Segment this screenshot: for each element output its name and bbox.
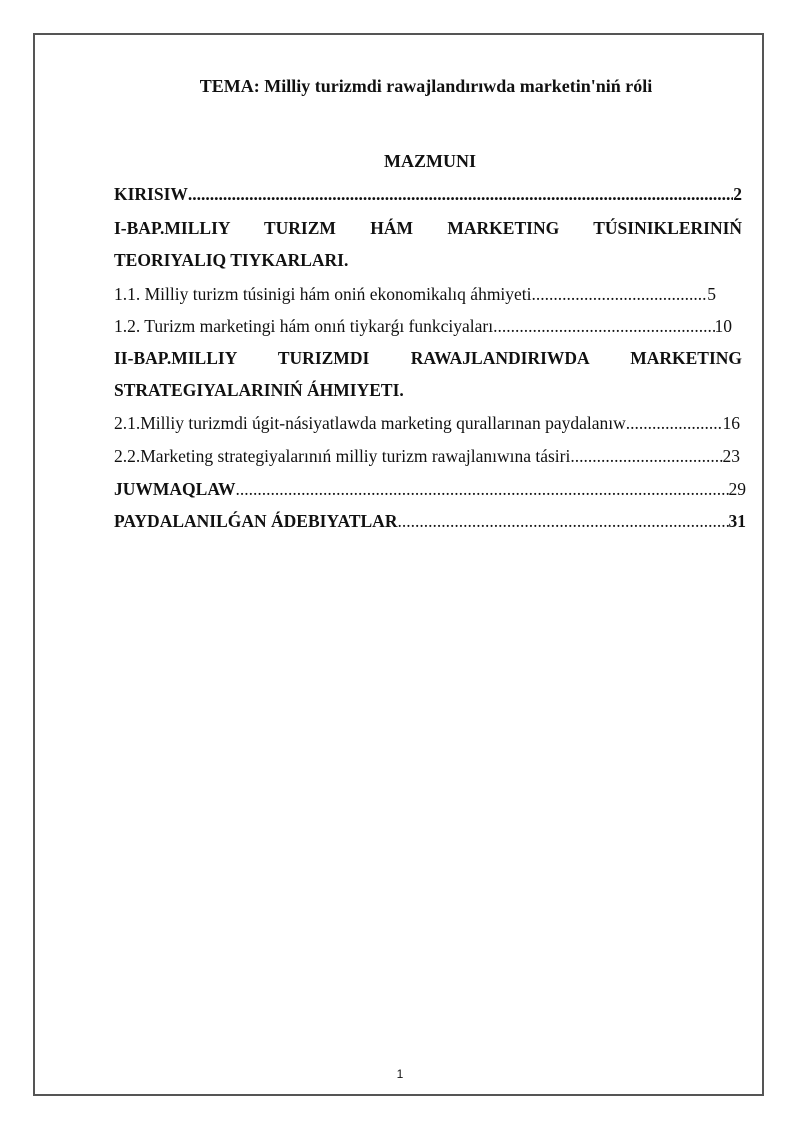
toc-word: TURIZM bbox=[263, 218, 336, 238]
toc-entry-page: 16 bbox=[722, 413, 740, 433]
toc-word: HÁM bbox=[370, 218, 414, 238]
toc-entry-page: 2 bbox=[733, 184, 742, 204]
toc-word: II-BAP.MILLIY bbox=[114, 348, 237, 368]
toc-word: I-BAP.MILLIY bbox=[114, 218, 230, 238]
toc-leader-dots bbox=[188, 184, 733, 205]
toc-entry-label: 2.1.Milliy turizmdi úgit-násiyatlawda marketing qurallarınan paydalanıw bbox=[114, 413, 626, 433]
toc-leader-dots bbox=[532, 284, 708, 305]
toc-heading: MAZMUNI bbox=[384, 151, 476, 171]
toc-chapter-1-line-2[interactable]: TEORIYALIQ TIYKARLARI. bbox=[114, 250, 349, 270]
toc-entry-page: 29 bbox=[728, 479, 746, 499]
toc-entry-label: 2.2.Marketing strategiyalarınıń milliy turizm rawajlanıwına tásiri bbox=[114, 446, 571, 466]
toc-entry-page: 5 bbox=[707, 284, 716, 304]
toc-entry-page: 10 bbox=[714, 316, 732, 336]
toc-entry-page: 31 bbox=[728, 511, 746, 531]
document-title: TEMA: Milliy turizmdi rawajlandırıwda marketin'niń róli bbox=[199, 76, 653, 96]
toc-entry-label: PAYDALANILǴAN ÁDEBIYATLAR bbox=[114, 511, 398, 531]
page-number: 1 bbox=[396, 1067, 404, 1081]
toc-word: TURIZMDI bbox=[277, 348, 370, 368]
toc-leader-dots bbox=[626, 413, 723, 434]
toc-leader-dots bbox=[236, 479, 729, 500]
toc-entry-page: 23 bbox=[722, 446, 740, 466]
toc-word: TÚSINIKLERINIŃ bbox=[593, 218, 743, 238]
toc-entry-label: JUWMAQLAW bbox=[114, 479, 236, 499]
toc-entry-paydalanilgan[interactable] bbox=[114, 511, 746, 532]
toc-entry-2-2[interactable] bbox=[114, 446, 740, 467]
toc-entry-label: 1.1. Milliy turizm túsinigi hám oniń ekonomikalıq áhmiyeti bbox=[114, 284, 532, 304]
toc-entry-label: KIRISIW bbox=[114, 184, 188, 204]
toc-entry-juwmaqlaw[interactable] bbox=[114, 479, 746, 500]
toc-entry-2-1[interactable] bbox=[114, 413, 740, 434]
toc-entry-label: 1.2. Turizm marketingi hám onıń tiykarǵı funkciyaları bbox=[114, 316, 494, 336]
toc-word: RAWAJLANDIRIWDA bbox=[410, 348, 589, 368]
toc-entry-kirisiw[interactable] bbox=[114, 184, 742, 205]
toc-word: MARKETING bbox=[630, 348, 743, 368]
toc-chapter-1-line-1[interactable] bbox=[114, 218, 742, 239]
toc-word: MARKETING bbox=[447, 218, 560, 238]
toc-entry-1-1[interactable] bbox=[114, 284, 716, 305]
toc-chapter-2-line-2[interactable]: STRATEGIYALARINIŃ ÁHMIYETI. bbox=[114, 380, 404, 400]
toc-entry-1-2[interactable] bbox=[114, 316, 732, 337]
toc-chapter-2-line-1[interactable] bbox=[114, 348, 742, 369]
toc-leader-dots bbox=[570, 446, 722, 467]
toc-leader-dots bbox=[493, 316, 714, 337]
toc-leader-dots bbox=[397, 511, 728, 532]
